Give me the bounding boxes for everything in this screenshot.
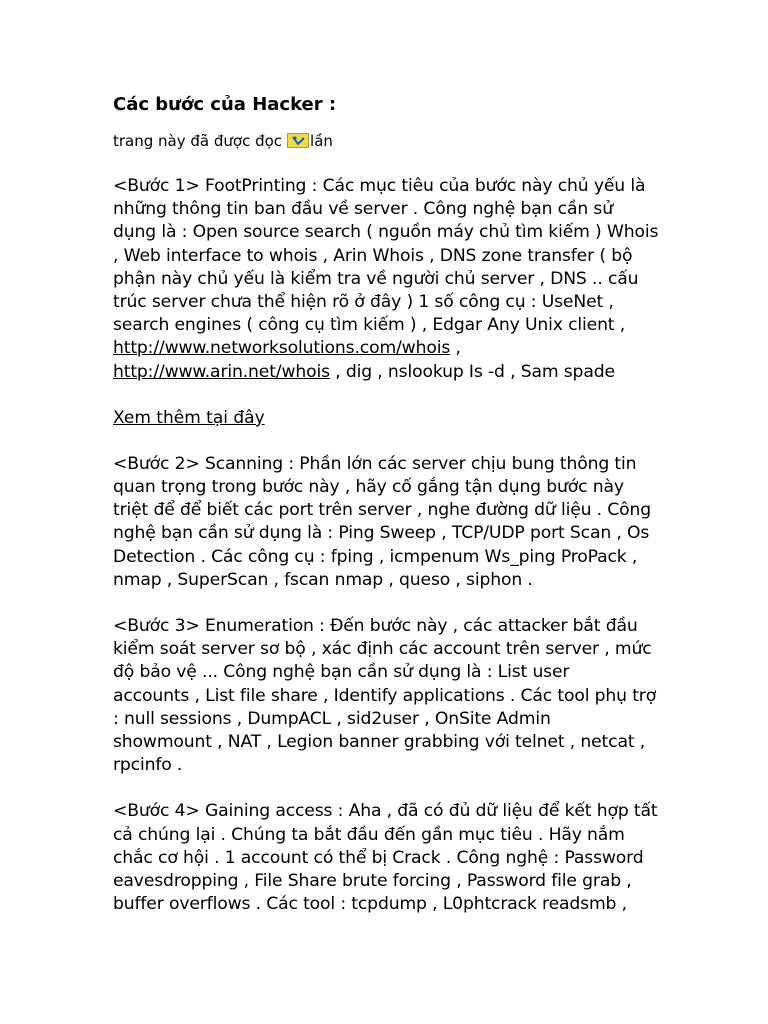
see-more-link[interactable]: Xem thêm tại đây (113, 407, 265, 428)
counter-icon (287, 133, 309, 148)
step-3-line: showmount , NAT , Legion banner grabbing với telnet , netcat , (113, 732, 646, 753)
page-title: Các bước của Hacker : (113, 94, 337, 115)
step-2-line: nghệ bạn cần sử dụng là : Ping Sweep , TCP/UDP port Scan , Os (113, 523, 650, 544)
step-1-line: , Web interface to whois , Arin Whois , DNS zone transfer ( bộ (113, 245, 633, 266)
arin-whois-link[interactable]: http://www.arin.net/whois (113, 361, 330, 382)
step-1-line: trúc server chưa thể hiện rõ ở đây ) 1 số công cụ : UseNet , (113, 292, 614, 313)
step-2-line: <Bước 2> Scanning : Phần lớn các server chịu bung thông tin (113, 453, 637, 474)
step-2-paragraph (113, 453, 673, 592)
step-3-line: : null sessions , DumpACL , sid2user , OnSite Admin (113, 708, 551, 729)
step-4-line: cả chúng lại . Chúng ta bắt đầu đến gần mục tiêu . Hãy nắm (113, 824, 625, 845)
step-3-line: accounts , List file share , Identify applications . Các tool phụ trợ (113, 685, 657, 706)
step-4-line: <Bước 4> Gaining access : Aha , đã có đủ dữ liệu để kết hợp tất (113, 801, 658, 822)
step-4-line: eavesdropping , File Share brute forcing , Password file grab , (113, 871, 632, 892)
networksolutions-whois-link[interactable]: http://www.networksolutions.com/whois (113, 338, 451, 359)
more-info-row (113, 407, 673, 430)
step-2-line: quan trọng trong bước này , hãy cố gắng tận dụng bước này (113, 477, 624, 498)
step-2-line: triệt để để biết các port trên server , nghe đường dữ liệu . Công (113, 500, 652, 521)
step-3-line: <Bước 3> Enumeration : Đến bước này , các attacker bắt đầu (113, 616, 638, 637)
step-2-line: Detection . Các công cụ : fping , icmpenum Ws_ping ProPack , (113, 546, 638, 567)
document-page (113, 92, 673, 939)
step-1-line: <Bước 1> FootPrinting : Các mục tiêu của bước này chủ yếu là (113, 176, 646, 196)
step-3-line: rpcinfo . (113, 755, 183, 776)
step-1-line: dụng là : Open source search ( nguồn máy chủ tìm kiếm ) Whois (113, 222, 659, 243)
step-1-line: search engines ( công cụ tìm kiếm ) , Edgar Any Unix client , (113, 315, 626, 336)
counter-text-after: lần (310, 132, 333, 150)
step-4-line: chắc cơ hội . 1 account có thể bị Crack . Công nghệ : Password (113, 847, 644, 868)
read-counter (113, 130, 673, 153)
counter-text-before: trang này đã được đọc (113, 132, 283, 150)
step-3-line: độ bảo vệ ... Công nghệ bạn cần sử dụng là : List user (113, 662, 570, 683)
step-1-line (113, 361, 673, 384)
step-1-paragraph (113, 175, 673, 384)
step-1-line: phận này chủ yếu là kiểm tra về người chủ server , DNS .. cấu (113, 268, 639, 289)
link-2-suffix: , dig , nslookup Is -d , Sam spade (329, 361, 615, 382)
step-3-line: kiểm soát server sơ bộ , xác định các account trên server , mức (113, 639, 652, 660)
step-4-line: buffer overflows . Các tool : tcpdump , L0phtcrack readsmb , (113, 894, 627, 915)
step-1-line (113, 337, 673, 360)
step-2-line: nmap , SuperScan , fscan nmap , queso , siphon . (113, 569, 533, 590)
link-1-suffix: , (450, 338, 461, 359)
step-4-paragraph (113, 800, 673, 916)
step-3-paragraph (113, 615, 673, 777)
step-1-line: những thông tin ban đầu về server . Công nghệ bạn cần sử (113, 199, 613, 220)
